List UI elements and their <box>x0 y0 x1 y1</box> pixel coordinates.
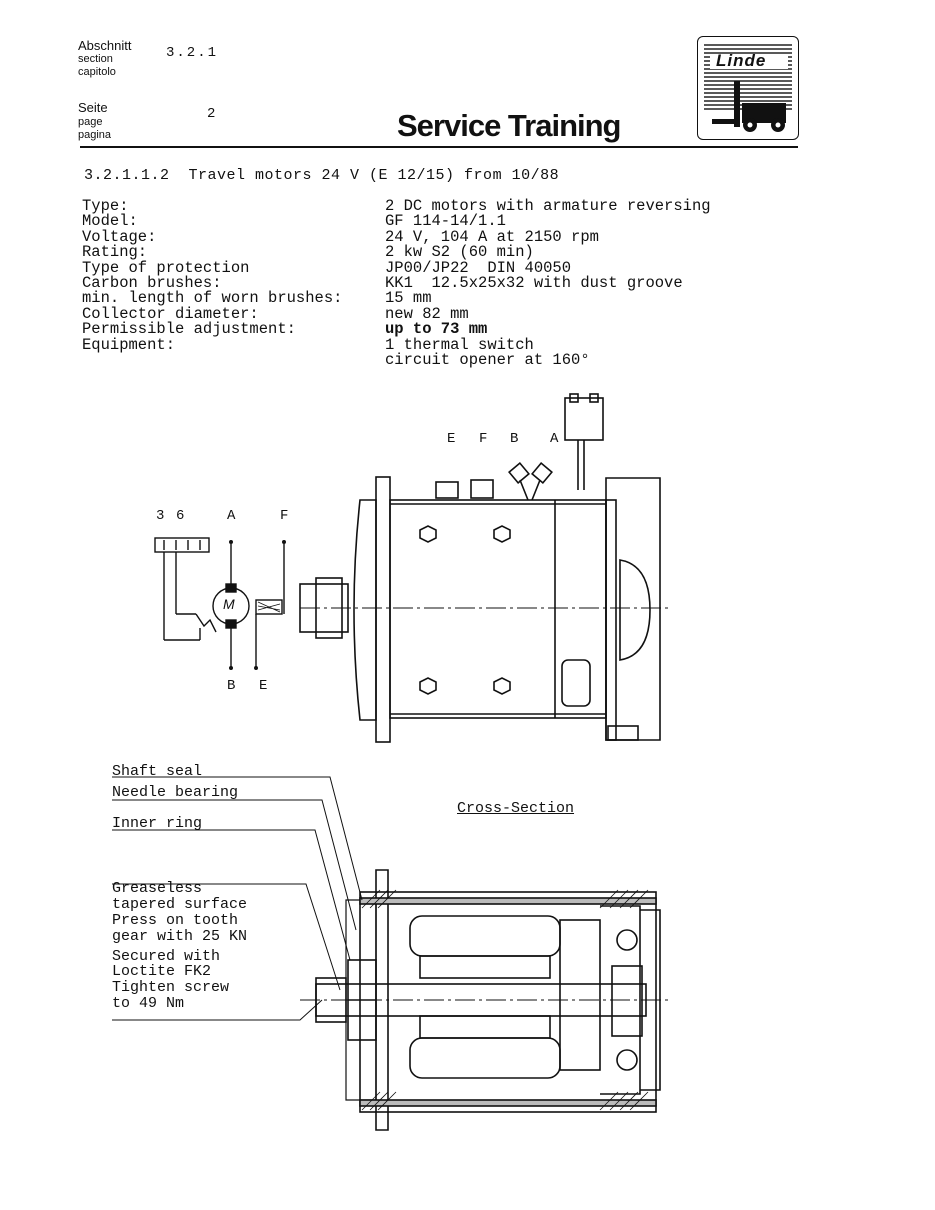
terminal-label-a: A <box>550 431 559 447</box>
terminal-label-f: F <box>479 431 488 447</box>
callout-line: gear with 25 KN <box>112 928 248 945</box>
spec-row: Permissible adjustment: up to 73 mm <box>82 320 488 339</box>
section-title: 3.2.1.1.2 Travel motors 24 V (E 12/15) from 10/88 <box>84 167 560 184</box>
page-title: Service Training <box>397 108 621 143</box>
spec-list <box>82 199 711 368</box>
callout-needle-bearing: Needle bearing <box>112 784 239 801</box>
schematic-label-f: F <box>280 508 289 524</box>
page-label: Seite <box>78 100 108 115</box>
cross-section-title: Cross-Section <box>457 800 575 817</box>
motor-symbol: M <box>223 596 235 612</box>
callout-line: Tighten screw <box>112 979 230 996</box>
page-label-it: pagina <box>78 129 112 141</box>
terminal-label-e: E <box>447 431 456 447</box>
spec-row: Rating: 2 kw S2 (60 min) <box>82 243 534 262</box>
schematic-label-a: A <box>227 508 236 524</box>
page-label-en: page <box>78 116 103 128</box>
callout-line: Press on tooth <box>112 912 239 929</box>
terminal-label-b: B <box>510 431 519 447</box>
callout-line: to 49 Nm <box>112 995 185 1012</box>
callout-inner-ring: Inner ring <box>112 815 203 832</box>
schematic-label-b: B <box>227 678 236 694</box>
spec-row: Type: 2 DC motors with armature reversing <box>82 197 711 215</box>
page-value: 2 <box>207 106 216 122</box>
section-label-it: capitolo <box>78 66 116 78</box>
section-label-en: section <box>78 53 113 65</box>
section-value: 3.2.1 <box>166 45 219 61</box>
spec-row: min. length of worn brushes: 15 mm <box>82 289 432 308</box>
callout-line: Secured with <box>112 948 221 965</box>
callout-line: Loctite FK2 <box>112 963 212 980</box>
schematic-label-6: 6 <box>176 508 185 524</box>
callout-line: Greaseless <box>112 880 203 897</box>
spec-row: Voltage: 24 V, 104 A at 2150 rpm <box>82 227 599 246</box>
schematic-label-3: 3 <box>156 508 165 524</box>
section-label: Abschnitt <box>78 38 132 53</box>
schematic-label-e: E <box>259 678 268 694</box>
spec-row: Carbon brushes: KK1 12.5x25x32 with dust groove <box>82 274 683 293</box>
callout-line: tapered surface <box>112 896 248 913</box>
callout-shaft-seal: Shaft seal <box>112 763 203 780</box>
header-rule <box>80 146 798 148</box>
spec-row: Model: GF 114-14/1.1 <box>82 212 506 231</box>
linde-logo <box>697 36 799 140</box>
spec-row: Collector diameter: new 82 mm <box>82 304 469 323</box>
spec-row: Type of protection JP00/JP22 DIN 40050 <box>82 258 572 277</box>
spec-row: Equipment: 1 thermal switch <box>82 335 534 354</box>
spec-row: circuit opener at 160° <box>385 351 590 370</box>
logo-text: Linde <box>716 51 767 70</box>
